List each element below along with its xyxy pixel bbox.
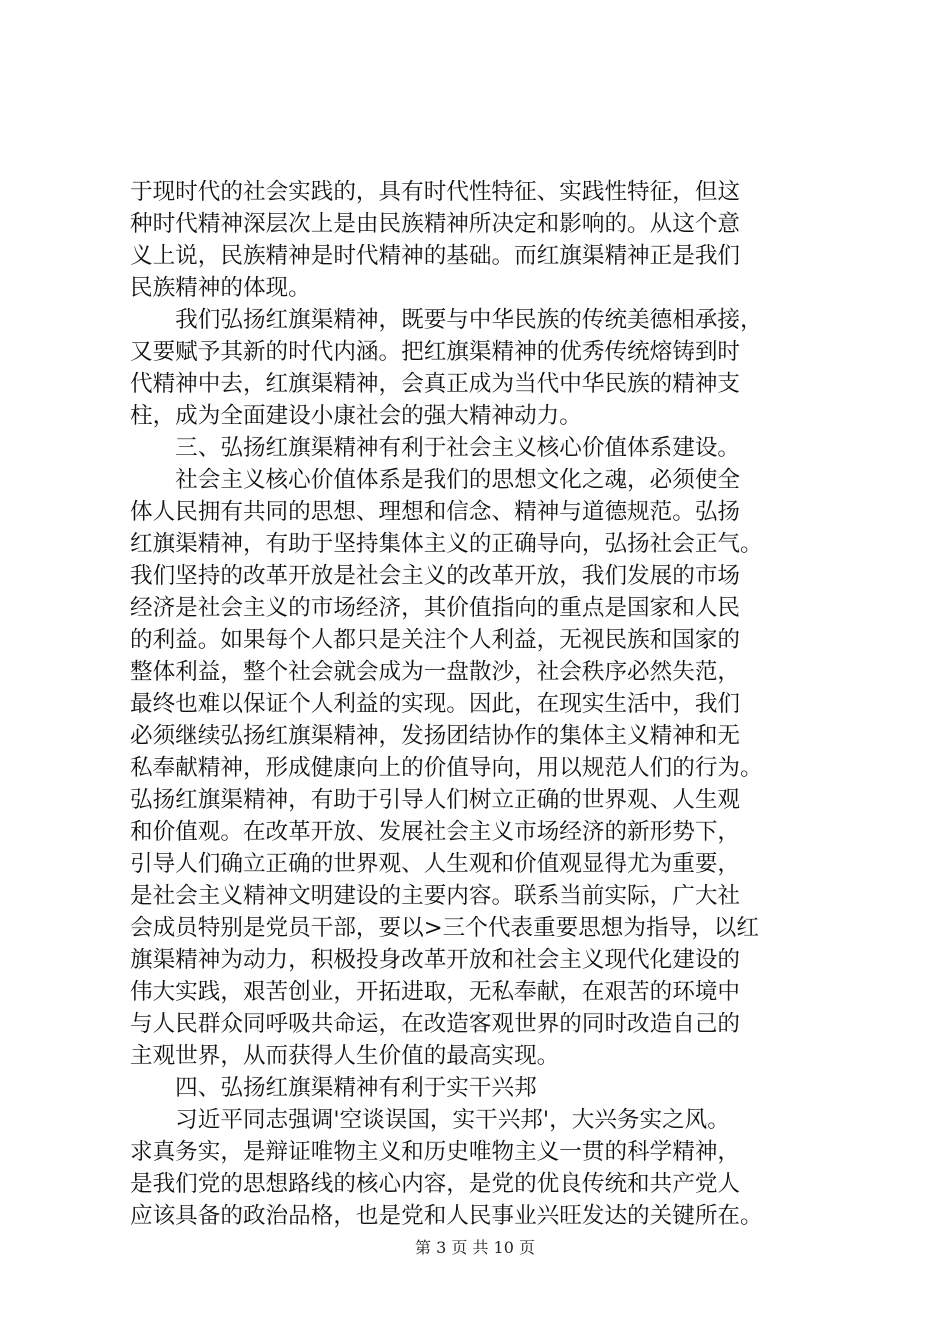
body-text-line: 必须继续弘扬红旗渠精神，发扬团结协作的集体主义精神和无	[130, 723, 741, 749]
body-text-line: 弘扬红旗渠精神，有助于引导人们树立正确的世界观、人生观	[130, 787, 741, 813]
body-text-line: 民族精神的体现。	[130, 275, 311, 301]
body-text-line: 求真务实，是辩证唯物主义和历史唯物主义一贯的科学精神，	[130, 1139, 741, 1165]
body-text-line: 主观世界，从而获得人生价值的最高实现。	[130, 1043, 560, 1069]
body-text-line: 习近平同志强调'空谈误国，实干兴邦'，大兴务实之风。	[130, 1107, 730, 1133]
body-text-line: 社会主义核心价值体系是我们的思想文化之魂，必须使全	[130, 467, 741, 493]
body-text-line: 于现时代的社会实践的，具有时代性特征、实践性特征，但这	[130, 179, 741, 205]
body-text-line: 是社会主义精神文明建设的主要内容。联系当前实际，广大社	[130, 883, 741, 909]
body-text-line: 旗渠精神为动力，积极投身改革开放和社会主义现代化建设的	[130, 947, 741, 973]
body-text-line: 私奉献精神，形成健康向上的价值导向，用以规范人们的行为。	[130, 755, 763, 781]
body-text-line: 和价值观。在改革开放、发展社会主义市场经济的新形势下，	[130, 819, 741, 845]
page-number-footer: 第 3 页 共 10 页	[415, 1238, 535, 1257]
body-text-line: 又要赋予其新的时代内涵。把红旗渠精神的优秀传统熔铸到时	[130, 339, 741, 365]
body-text-line: 整体利益，整个社会就会成为一盘散沙，社会秩序必然失范，	[130, 659, 741, 685]
body-text-line: 会成员特别是党员干部，要以>三个代表重要思想为指导，以红	[130, 915, 759, 941]
body-text-line: 是我们党的思想路线的核心内容，是党的优良传统和共产党人	[130, 1171, 741, 1197]
body-text-line: 体人民拥有共同的思想、理想和信念、精神与道德规范。弘扬	[130, 499, 741, 525]
body-text-line: 应该具备的政治品格，也是党和人民事业兴旺发达的关键所在。	[130, 1203, 763, 1229]
body-text-line: 种时代精神深层次上是由民族精神所决定和影响的。从这个意	[130, 211, 741, 237]
body-text-line: 我们坚持的改革开放是社会主义的改革开放，我们发展的市场	[130, 563, 741, 589]
body-text-line: 的利益。如果每个人都只是关注个人利益，无视民族和国家的	[130, 627, 741, 653]
body-text-line: 引导人们确立正确的世界观、人生观和价值观显得尤为重要，	[130, 851, 741, 877]
body-text-line: 伟大实践，艰苦创业，开拓进取，无私奉献，在艰苦的环境中	[130, 979, 741, 1005]
body-text-line: 我们弘扬红旗渠精神，既要与中华民族的传统美德相承接，	[130, 307, 763, 333]
body-text-line: 义上说，民族精神是时代精神的基础。而红旗渠精神正是我们	[130, 243, 741, 269]
section-heading-4: 四、弘扬红旗渠精神有利于实干兴邦	[130, 1075, 537, 1101]
body-text-line: 经济是社会主义的市场经济，其价值指向的重点是国家和人民	[130, 595, 741, 621]
section-heading-3: 三、弘扬红旗渠精神有利于社会主义核心价值体系建设。	[130, 435, 741, 461]
body-text-line: 红旗渠精神，有助于坚持集体主义的正确导向，弘扬社会正气。	[130, 531, 763, 557]
body-text-line: 与人民群众同呼吸共命运，在改造客观世界的同时改造自己的	[130, 1011, 741, 1037]
body-text-line: 最终也难以保证个人利益的实现。因此，在现实生活中，我们	[130, 691, 741, 717]
body-text-line: 柱，成为全面建设小康社会的强大精神动力。	[130, 403, 582, 429]
body-text-line: 代精神中去，红旗渠精神，会真正成为当代中华民族的精神支	[130, 371, 741, 397]
